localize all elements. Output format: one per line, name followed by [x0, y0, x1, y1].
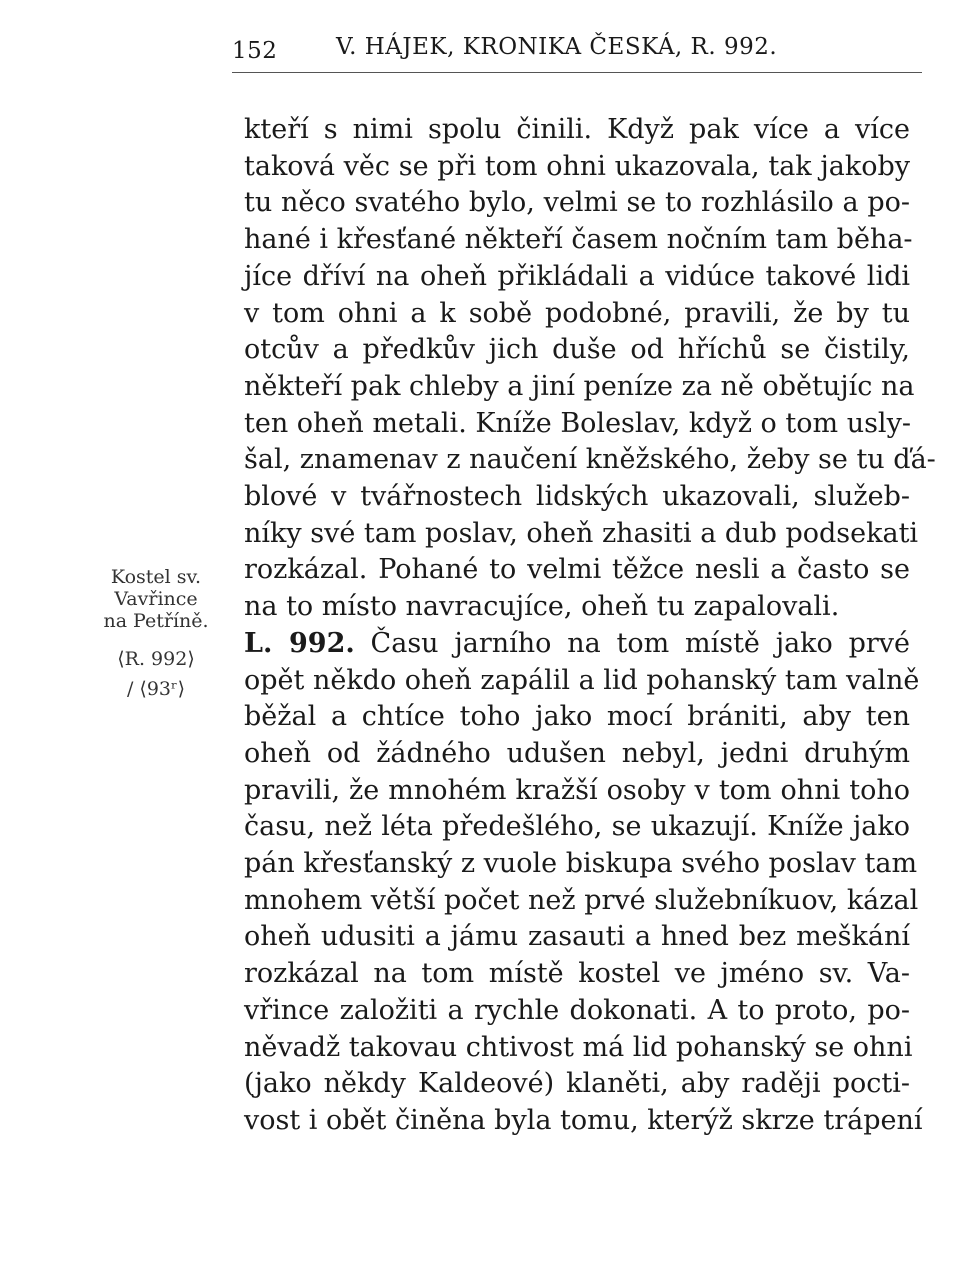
margin-notes: [86, 566, 226, 700]
section-number: L. 992.: [244, 627, 355, 659]
text-line: mnohem větší počet než prvé služebníkuov, kázal: [244, 884, 919, 916]
text-line: taková věc se při tom ohni ukazovala, tak jakoby: [244, 150, 910, 182]
text-line: oheň udusiti a jámu zasauti a hned bez meškání: [244, 921, 910, 953]
text-line-section-start: [244, 626, 910, 663]
text-line: kteří s nimi spolu činili. Když pak více a více: [244, 114, 910, 145]
text-line: ten oheň metali. Kníže Boleslav, když o tom usly-: [244, 407, 911, 439]
text-line: opět někdo oheň zapálil a lid pohanský tam valně: [244, 664, 920, 696]
margin-folio-reference: / ⟨93ʳ⟩: [126, 678, 186, 700]
text-line: hané i křesťané někteří časem nočním tam běha-: [244, 224, 913, 256]
text-line: vost i obět činěna byla tomu, kterýž skrze trápení: [244, 1104, 923, 1136]
page-number: 152: [232, 38, 278, 64]
text-line: rozkázal. Pohané to velmi těžce nesli a často se: [244, 554, 910, 586]
text-line: jíce dříví na oheň přikládali a vidúce takové lidi: [244, 260, 910, 292]
margin-note-line: Kostel sv.: [110, 566, 202, 588]
text-line: času, než léta předešlého, se ukazují. Kníže jako: [244, 811, 910, 843]
text-line: pán křesťanský z vuole biskupa svého poslav tam: [244, 848, 918, 880]
text-line: někteří pak chleby a jiní peníze za ně obětujíc na: [244, 370, 915, 402]
text-line: šal, znamenav z naučení kněžského, žeby se tu ďá-: [244, 444, 936, 476]
text-line: oheň od žádného udušen nebyl, jedni druhým: [244, 737, 910, 769]
text-line: blové v tvářnostech lidských ukazovali, služeb-: [244, 481, 910, 513]
margin-note-line: na Petříně.: [103, 610, 209, 632]
text-line: rozkázal na tom místě kostel ve jméno sv. Va-: [244, 958, 910, 990]
text-line: vřince založiti a rychle dokonati. A to proto, po-: [244, 994, 910, 1026]
body-text: [244, 112, 936, 1140]
text-line: na to místo navracujíce, oheň tu zapalovali.: [244, 591, 840, 623]
text-line: v tom ohni a k sobě podobné, pravili, že by tu: [244, 297, 910, 329]
text-line: níky své tam poslav, oheň zhasiti a dub podsekati: [244, 517, 919, 549]
text-line-rest: Času jarního na tom místě jako prvé: [354, 627, 911, 659]
page-header: [232, 34, 912, 74]
header-rule: [232, 72, 922, 73]
margin-year-reference: ⟨R. 992⟩: [117, 648, 195, 670]
text-line: otcův a předkův jich duše od hříchů se čistily,: [244, 334, 910, 366]
text-line: (jako někdy Kaldeové) klaněti, aby raději pocti-: [244, 1068, 910, 1100]
text-line: běžal a chtíce toho jako mocí brániti, aby ten: [244, 701, 910, 733]
margin-note-line: Vavřince: [114, 588, 198, 610]
text-line: pravili, že mnohém kražší osoby v tom ohni toho: [244, 774, 910, 806]
text-line: něvadž takovau chtivost má lid pohanský se ohni: [244, 1031, 913, 1063]
running-title: V. HÁJEK, KRONIKA ČESKÁ, R. 992.: [336, 34, 778, 60]
text-line: tu něco svatého bylo, velmi se to rozhlásilo a po-: [244, 187, 910, 219]
